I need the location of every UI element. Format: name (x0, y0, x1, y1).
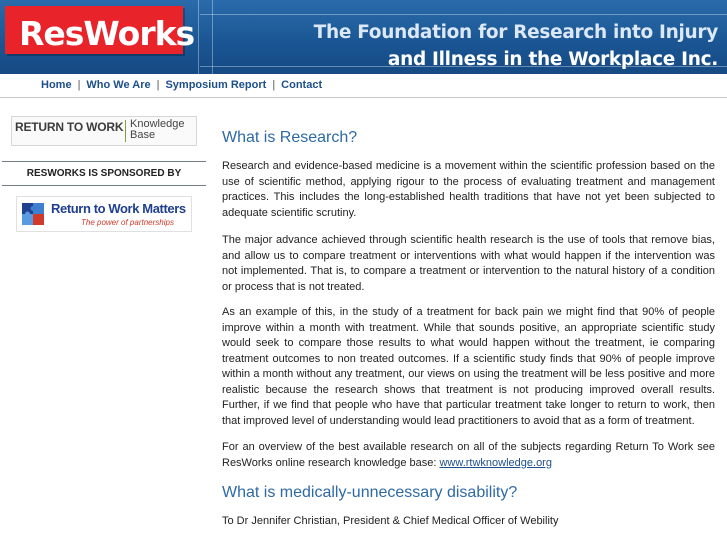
nav-symposium-report[interactable]: Symposium Report (165, 79, 267, 91)
kb-logo-left: RETURN TO WORK (15, 120, 124, 134)
kb-logo-right (130, 119, 184, 141)
kb-logo-divider (125, 120, 126, 142)
paragraph: To Dr Jennifer Christian, President & Chief Medical Officer of Webility (222, 515, 559, 527)
header-tagline (314, 19, 718, 73)
header-divider (212, 0, 213, 74)
paragraph: Research and evidence-based medicine is a movement within the scientific profession based on the use of scientific method, applying rigour to the process of evaluating treatment and management practices. This includes the long-established health traditions that have not yet been subjected to adequate scientific scrutiny. (222, 160, 715, 219)
puzzle-icon (19, 199, 49, 229)
nav-separator: | (77, 79, 81, 91)
kb-logo-right-2: Base (130, 129, 156, 141)
tagline-line-1: The Foundation for Research into Injury (313, 22, 718, 43)
paragraph-knowledge-base (222, 440, 715, 471)
nav-who-we-are[interactable]: Who We Are (86, 79, 151, 91)
paragraph: As an example of this, in the study of a treatment for back pain we might find that 90% of people improve within a month with treatment. While that sounds positive, an appropriate scientific study would seek to compare those results to what would happen without the treatment, ie comparing treatment outcomes to non treated outcomes. If a scientific study finds that 90% of people improve within a month without any treatment, our views on using the treatment will be less positive and more realistic because the research shows that treatment is not producing improved overall results. Further, if we find that people who have that particular treatment take longer to return to work, then that improved level of understanding would lead practitioners to avoid that as a form of treatment. (222, 306, 715, 427)
nav-separator: | (272, 79, 276, 91)
logo-text: ResWorks (19, 14, 195, 53)
header-divider (200, 14, 727, 15)
rtwknowledge-link[interactable]: www.rtwknowledge.org (439, 456, 552, 469)
paragraph-text: For an overview of the best available research on all of the subjects regarding Return To Work see ResWorks online research knowledge base: (222, 441, 715, 469)
header-divider (198, 0, 199, 74)
heading-what-is-research: What is Research? (222, 129, 358, 146)
main-content (222, 99, 715, 545)
kb-logo-right-1: Knowledge (130, 118, 185, 130)
rtw-knowledge-base-logo[interactable] (11, 116, 197, 146)
sidebar (0, 99, 208, 545)
sponsor-label: RESWORKS IS SPONSORED BY (26, 168, 182, 179)
sidebar-divider (2, 161, 206, 162)
tagline-line-2: and Illness in the Workplace Inc. (387, 49, 718, 70)
sponsor-subtitle: The power of partnerships (81, 218, 174, 227)
resworks-logo[interactable] (5, 6, 195, 54)
site-header (0, 0, 727, 74)
rtw-matters-logo[interactable] (16, 196, 192, 232)
sponsor-title: Return to Work Matters (51, 201, 186, 216)
nav-separator: | (156, 79, 160, 91)
main-nav (0, 74, 727, 98)
sidebar-divider (2, 185, 206, 186)
paragraph: The major advance achieved through scientific health research is the use of tools that remove bias, and allow us to compare treatment or interventions with what would happen if the intervention was not implemented. That is, to compare a treatment or intervention to the natural history of a condition or process that is not treated. (222, 234, 715, 293)
nav-home[interactable]: Home (41, 79, 72, 91)
heading-medically-unnecessary-disability: What is medically-unnecessary disability? (222, 484, 518, 501)
nav-contact[interactable]: Contact (281, 79, 323, 91)
